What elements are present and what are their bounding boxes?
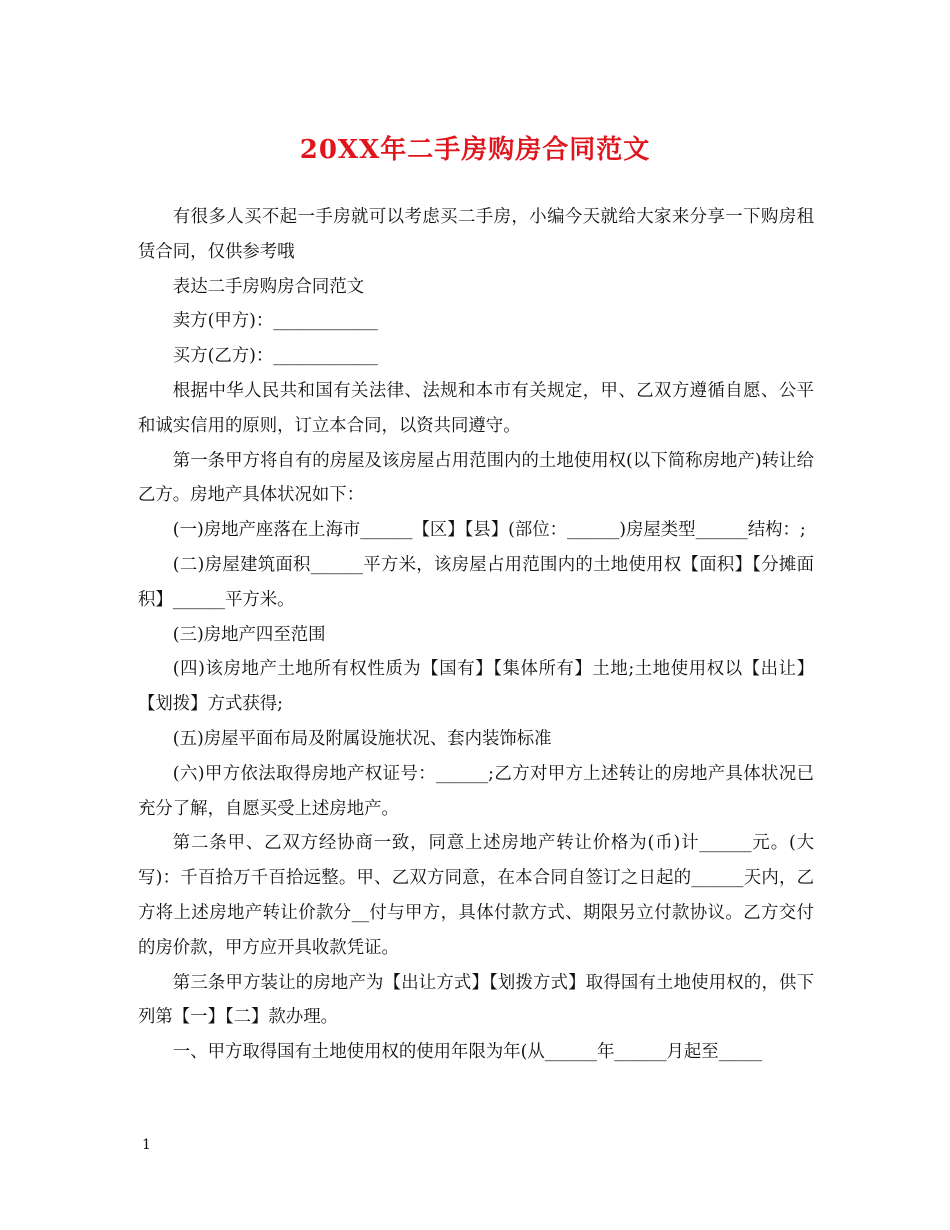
paragraph-item-2: (二)房屋建筑面积______平方米，该房屋占用范围内的土地使用权【面积】【分摊面积】______平方米。 bbox=[138, 554, 814, 610]
paragraph-seller: 卖方(甲方)：____________ bbox=[172, 311, 378, 332]
paragraph-article-3: 第三条甲方装让的房地产为【出让方式】【划拨方式】取得国有土地使用权的，供下列第【一】【二】款办理。 bbox=[138, 972, 814, 1028]
document-title: 20XX年二手房购房合同范文 bbox=[299, 135, 651, 165]
paragraph-item-1: (一)房地产座落在上海市______【区】【县】(部位：______)房屋类型______结构：; bbox=[172, 520, 806, 541]
paragraph-item-5: (五)房屋平面布局及附属设施状况、套内装饰标准 bbox=[172, 728, 552, 749]
paragraph-item-4: (四)该房地产土地所有权性质为【国有】【集体所有】土地;土地使用权以【出让】【划拨】方式获得; bbox=[138, 659, 814, 715]
paragraph-subtitle: 表达二手房购房合同范文 bbox=[172, 276, 365, 297]
paragraph-preamble: 根据中华人民共和国有关法律、法规和本市有关规定，甲、乙双方遵循自愿、公平和诚实信用的原则，订立本合同，以资共同遵守。 bbox=[138, 380, 814, 436]
paragraph-intro: 有很多人买不起一手房就可以考虑买二手房，小编今天就给大家来分享一下购房租赁合同，仅供参考哦 bbox=[138, 207, 814, 262]
document-body bbox=[138, 200, 814, 1070]
paragraph-clause-1: 一、甲方取得国有土地使用权的使用年限为年(从______年______月起至_____ bbox=[172, 1042, 763, 1063]
paragraph-buyer: 买方(乙方)：____________ bbox=[172, 346, 378, 367]
paragraph-item-3: (三)房地产四至范围 bbox=[172, 624, 326, 645]
paragraph-article-1: 第一条甲方将自有的房屋及该房屋占用范围内的土地使用权(以下简称房地产)转让给乙方。房地产具体状况如下： bbox=[138, 450, 814, 506]
paragraph-article-2: 第二条甲、乙双方经协商一致，同意上述房地产转让价格为(币)计______元。(大写)：千百拾万千百拾远整。甲、乙双方同意，在本合同自签订之日起的______天内，乙方将上述房地产转让价款分__付与甲方，具体付款方式、期限另立付款协议。乙方交付的房价款，甲方应开具收款凭证。 bbox=[138, 833, 814, 958]
paragraph-item-6: (六)甲方依法取得房地产权证号：______;乙方对甲方上述转让的房地产具体状况已充分了解，自愿买受上述房地产。 bbox=[138, 763, 814, 819]
page-number: 1 bbox=[142, 1137, 151, 1153]
